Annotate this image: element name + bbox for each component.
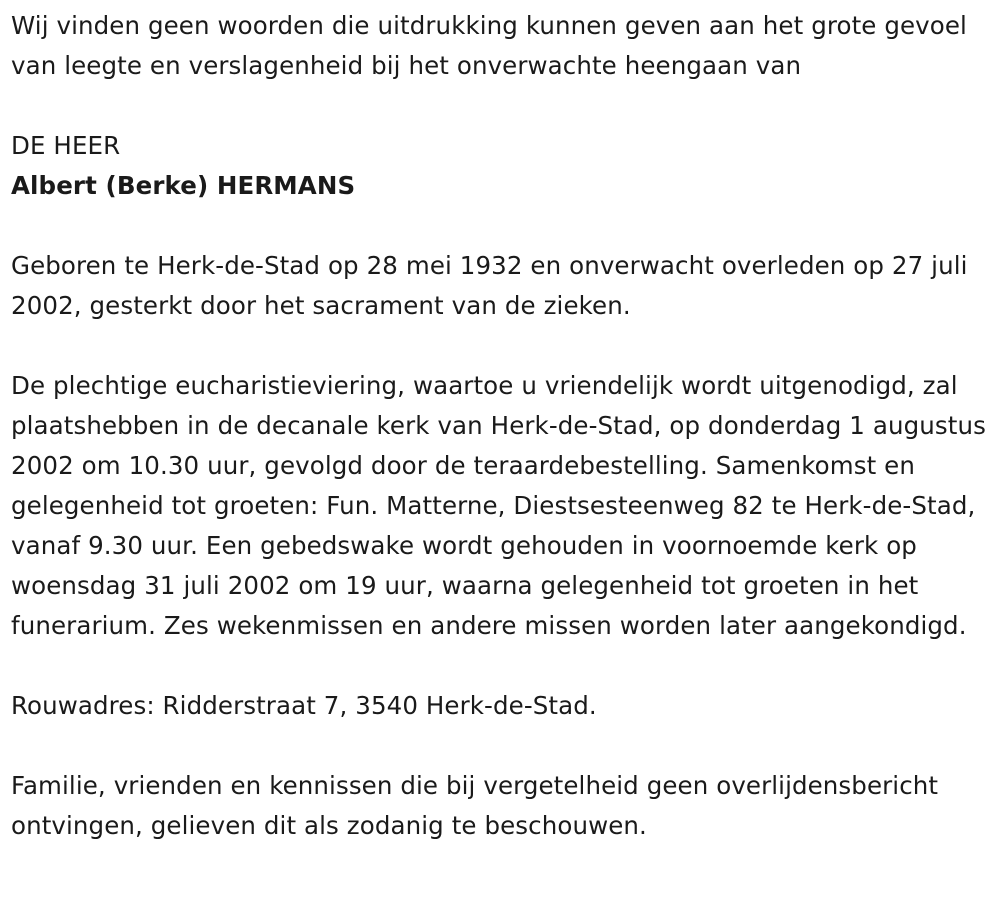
closing-paragraph: Familie, vrienden en kennissen die bij vergetelheid geen overlijdensbericht ontvingen, gelieven dit als zodanig te beschouwen.	[11, 771, 939, 840]
birth-death-paragraph: Geboren te Herk-de-Stad op 28 mei 1932 en onverwacht overleden op 27 juli 2002, gesterkt door het sacrament van de zieken.	[11, 251, 968, 320]
ceremony-paragraph: De plechtige eucharistieviering, waartoe u vriendelijk wordt uitgenodigd, zal plaatshebben in de decanale kerk van Herk-de-Stad, op donderdag 1 augustus 2002 om 10.30 uur, gevolgd door de teraardebestelling. Samenkomst en gelegenheid tot groeten: Fun. Matterne, Diestsesteenweg 82 te Herk-de-Stad, vanaf 9.30 uur. Een gebedswake wordt gehouden in voornoemde kerk op woensdag 31 juli 2002 om 19 uur, waarna gelegenheid tot groeten in het funerarium. Zes wekenmissen en andere missen worden later aangekondigd.	[11, 371, 986, 640]
mourning-address: Rouwadres: Ridderstraat 7, 3540 Herk-de-Stad.	[11, 691, 597, 720]
obituary-notice	[11, 6, 996, 846]
deceased-name: Albert (Berke) HERMANS	[11, 171, 356, 200]
honorific-title: DE HEER	[11, 131, 121, 160]
intro-paragraph: Wij vinden geen woorden die uitdrukking kunnen geven aan het grote gevoel van leegte en verslagenheid bij het onverwachte heengaan van	[11, 11, 967, 80]
